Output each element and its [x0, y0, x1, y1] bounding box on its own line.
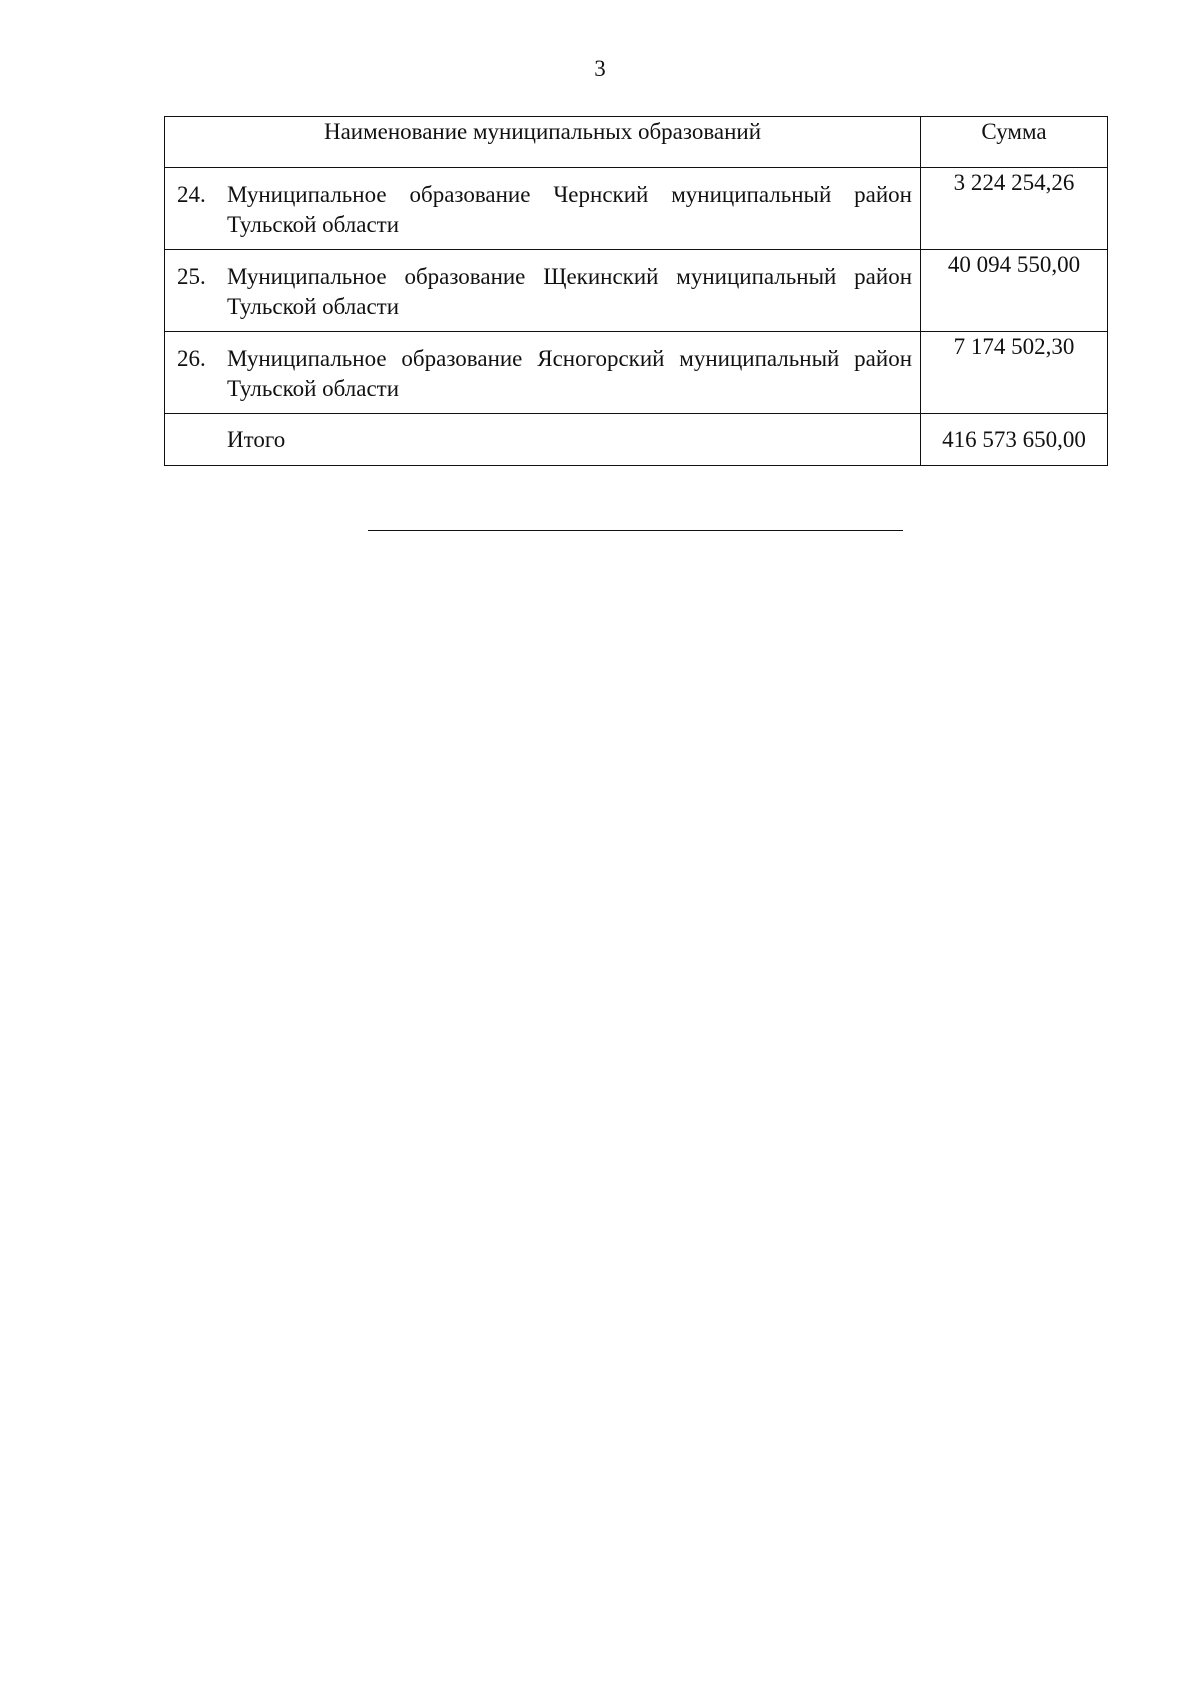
name-cell [165, 168, 921, 250]
sum-cell: 3 224 254,26 [921, 168, 1108, 250]
total-number-spacer [177, 425, 227, 455]
total-sum: 416 573 650,00 [921, 414, 1108, 466]
municipality-name: Муниципальное образование Щекинский муниципальный район Тульской области [227, 264, 912, 319]
header-name: Наименование муниципальных образований [165, 117, 921, 168]
total-row [165, 414, 1108, 466]
row-number: 26. [177, 346, 206, 371]
closing-separator-line [368, 530, 903, 531]
table-row [165, 332, 1108, 414]
allocation-table [164, 116, 1108, 466]
table-row [165, 168, 1108, 250]
table-header-row [165, 117, 1108, 168]
sum-cell: 40 094 550,00 [921, 250, 1108, 332]
total-label-cell [165, 414, 921, 466]
row-number: 24. [177, 182, 206, 207]
name-cell [165, 250, 921, 332]
municipality-name: Муниципальное образование Ясногорский муниципальный район Тульской области [227, 346, 912, 401]
municipality-name: Муниципальное образование Чернский муниципальный район Тульской области [227, 182, 912, 237]
row-number: 25. [177, 264, 206, 289]
name-cell [165, 332, 921, 414]
total-label: Итого [227, 426, 286, 452]
page-number: 3 [594, 56, 606, 81]
header-sum: Сумма [921, 117, 1108, 168]
table-row [165, 250, 1108, 332]
sum-cell: 7 174 502,30 [921, 332, 1108, 414]
